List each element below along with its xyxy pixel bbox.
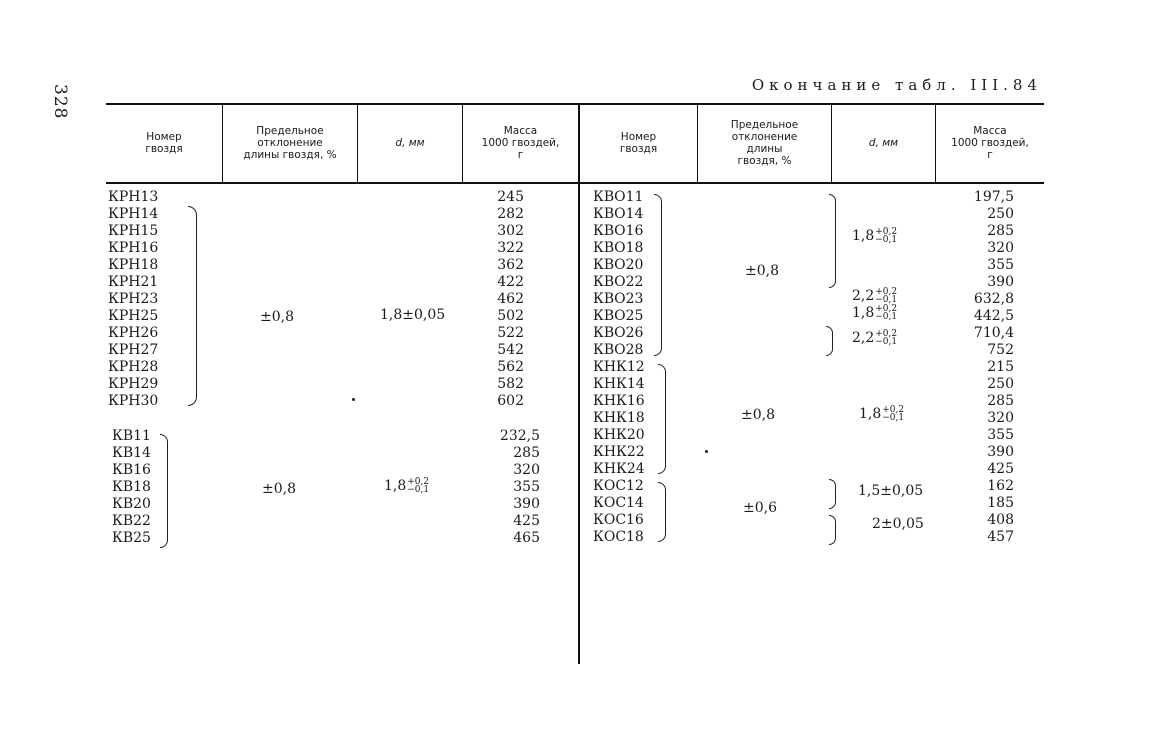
list-item: КРН14 [108,206,159,222]
nail-number-list-kv [112,428,151,547]
deviation-kv: ±0,8 [262,481,296,497]
list-item: 320 [987,240,1014,256]
group-brace [658,364,666,474]
list-item: КРН30 [108,393,159,409]
list-item: 185 [987,495,1014,511]
list-item: 408 [987,512,1014,528]
diameter-kos-a: 1,5±0,05 [858,483,924,499]
diameter-kos-b: 2±0,05 [872,516,924,532]
list-item: КВО25 [593,308,644,324]
list-item: 250 [987,376,1014,392]
diameter-knk: 1,8 +0,2 −0,1 [859,405,905,423]
list-item: 390 [987,444,1014,460]
list-item: 362 [497,257,524,273]
deviation-krn: ±0,8 [260,309,294,325]
header-diameter-right: d, мм [868,137,899,149]
list-item: КВ22 [112,513,151,529]
stray-dot [352,398,355,401]
list-item: 522 [497,325,524,341]
list-item: 215 [987,359,1014,375]
list-item: 752 [987,342,1014,358]
list-item: 320 [987,410,1014,426]
list-item: КРН15 [108,223,159,239]
list-item: 282 [497,206,524,222]
table-caption: Окончание табл. III.84 [751,76,1042,94]
list-item: 462 [497,291,524,307]
list-item: 425 [987,461,1014,477]
diameter-kvo-b: 2,2 +0,2 −0,1 [852,287,898,305]
list-item: КВО22 [593,274,644,290]
tolerance-lower: −0,1 [407,485,430,495]
group-brace [826,326,833,356]
list-item: КОС18 [593,529,644,545]
list-item: КОС12 [593,478,644,494]
list-item: КРН28 [108,359,159,375]
list-item: 562 [497,359,524,375]
mass-list-kv [490,428,540,547]
list-item: КВО18 [593,240,644,256]
list-item: 422 [497,274,524,290]
list-item: 457 [987,529,1014,545]
diameter-kvo-a: 1,8 +0,2 −0,1 [852,227,898,245]
header-rule [106,182,1044,184]
list-item: КВ14 [112,445,151,461]
list-item: 502 [497,308,524,324]
diameter-krn: 1,8±0,05 [380,307,446,323]
list-item: 320 [513,462,540,478]
center-divider [578,104,580,664]
diameter-kv [384,478,429,494]
list-item: 442,5 [973,308,1014,324]
list-item: КВ18 [112,479,151,495]
list-item: 285 [513,445,540,461]
list-item: КНК18 [593,410,645,426]
list-item: 285 [987,223,1014,239]
list-item: КРН18 [108,257,159,273]
list-item: КВ11 [112,428,151,444]
list-item: КНК22 [593,444,645,460]
list-item: 285 [987,393,1014,409]
deviation-kvo: ±0,8 [745,263,779,279]
list-item: 355 [987,427,1014,443]
list-item: КВ16 [112,462,151,478]
group-brace [188,206,197,406]
list-item: КРН13 [108,189,159,205]
list-item: 355 [513,479,540,495]
group-brace [658,482,666,542]
page-number: 328 [50,84,70,120]
list-item: КВ20 [112,496,151,512]
list-item: 322 [497,240,524,256]
list-item: КНК14 [593,376,645,392]
list-item: 390 [513,496,540,512]
list-item: КВО11 [593,189,644,205]
list-item: КРН26 [108,325,159,341]
list-item: 197,5 [973,189,1014,205]
diameter-kvo-d: 2,2 +0,2 −0,1 [852,329,898,347]
list-item: 302 [497,223,524,239]
group-brace [829,194,836,288]
list-item: 710,4 [973,325,1014,341]
list-item: КВО14 [593,206,644,222]
header-mass-right: Масса 1000 гвоздей, г [951,125,1029,161]
nail-number-list-krn [108,189,158,410]
list-item: КРН16 [108,240,159,256]
header-diameter: d, мм [395,137,425,149]
mass-list-right [960,189,1014,546]
deviation-knk: ±0,8 [741,407,775,423]
list-item: 465 [513,530,540,546]
nail-number-list-right [593,189,645,546]
header-deviation-right: Предельное отклонение длины гвоздя, % [730,119,799,167]
list-item: КОС16 [593,512,644,528]
list-item: КРН25 [108,308,159,324]
list-item: КВО28 [593,342,644,358]
list-item: 632,8 [973,291,1014,307]
header-nail-number-right: Номер гвоздя [619,131,658,155]
list-item: 232,5 [499,428,540,444]
list-item: КОС14 [593,495,644,511]
list-item: 542 [497,342,524,358]
deviation-kos: ±0,6 [743,500,777,516]
list-item: КРН29 [108,376,159,392]
list-item: КРН23 [108,291,159,307]
list-item: КРН27 [108,342,159,358]
list-item: КНК12 [593,359,645,375]
list-item: 250 [987,206,1014,222]
list-item: КРН21 [108,274,159,290]
list-item: 390 [987,274,1014,290]
list-item: 582 [497,376,524,392]
list-item: КВО23 [593,291,644,307]
diameter-kvo-c: 1,8 +0,2 −0,1 [852,304,898,322]
list-item: КВ25 [112,530,151,546]
list-item: КНК16 [593,393,645,409]
list-item: 245 [497,189,524,205]
list-item: КНК24 [593,461,645,477]
group-brace [160,434,168,548]
list-item: КВО16 [593,223,644,239]
diameter-base: 1,8 [384,478,407,494]
list-item: 425 [513,513,540,529]
list-item: КНК20 [593,427,645,443]
list-item: 602 [497,393,524,409]
header-mass: Масса 1000 гвоздей, г [481,125,560,161]
header-deviation: Предельное отклонение длины гвоздя, % [243,125,337,161]
mass-list-krn [480,189,524,410]
header-nail-number: Номер гвоздя [145,131,183,155]
tolerance-upper: +0,2 [407,477,430,487]
group-brace [829,515,836,545]
list-item: КВО26 [593,325,644,341]
list-item: 162 [987,478,1014,494]
list-item: 355 [987,257,1014,273]
group-brace [654,194,662,356]
list-item: КВО20 [593,257,644,273]
group-brace [829,479,836,509]
stray-dot [705,450,708,453]
